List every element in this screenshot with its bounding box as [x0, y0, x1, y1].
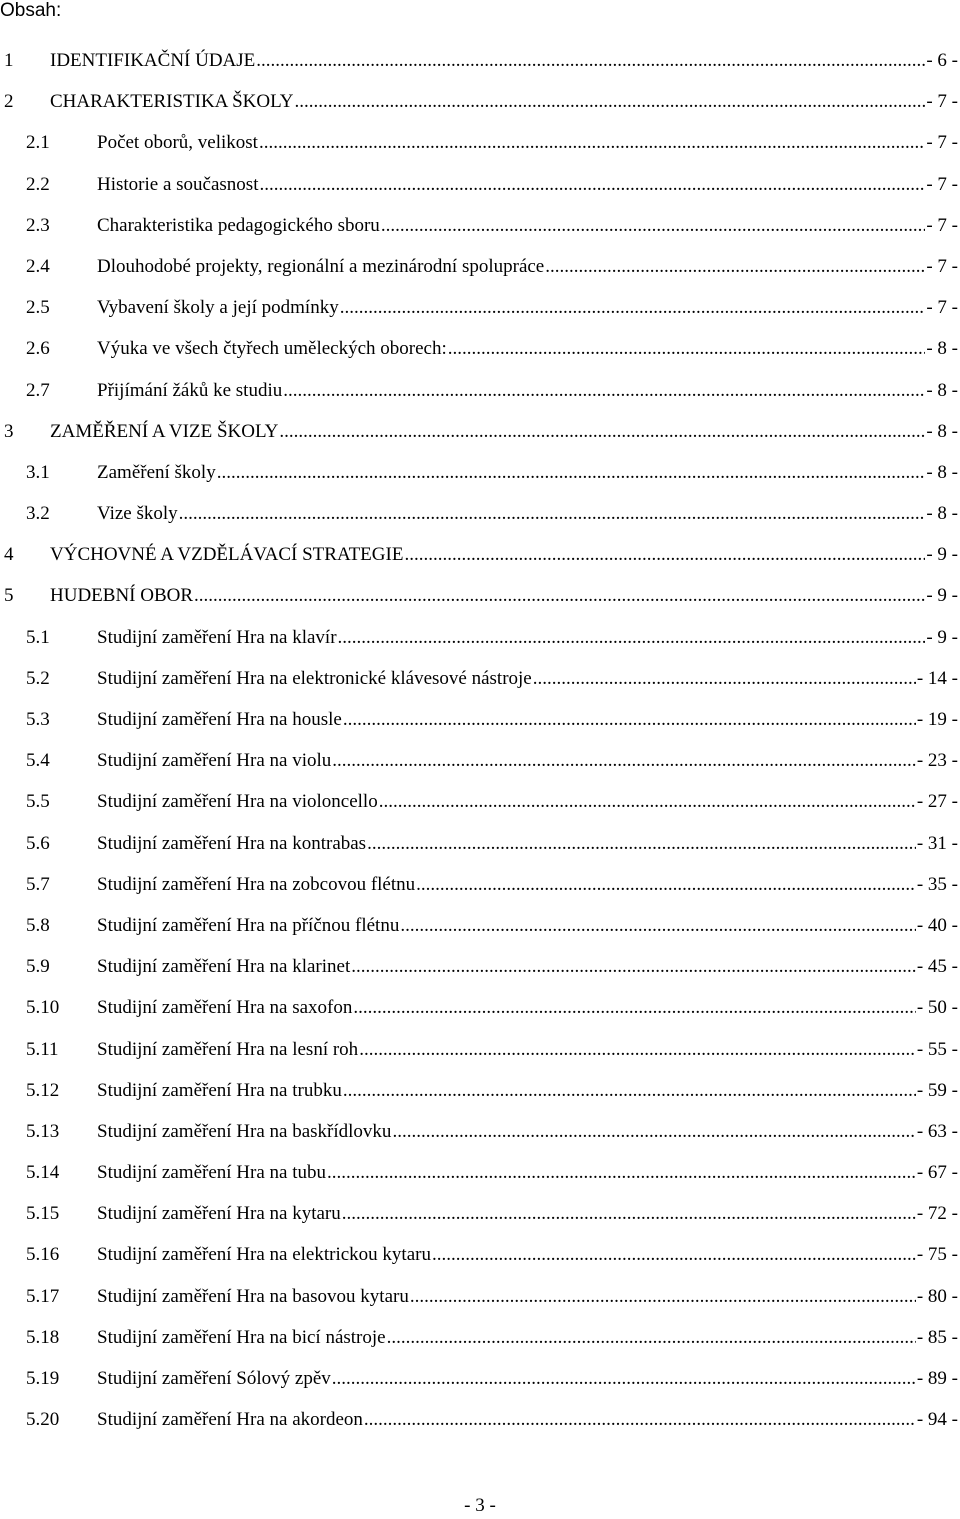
toc-dot-leader	[338, 627, 926, 649]
toc-dot-leader	[545, 256, 925, 278]
toc-entry-number: 5.11	[26, 1038, 59, 1060]
toc-entry[interactable]	[0, 743, 960, 784]
toc-dot-leader	[342, 1203, 916, 1225]
toc-entry-number: 5.18	[26, 1326, 60, 1348]
toc-entry-page: - 7 -	[926, 255, 958, 277]
toc-entry-page: - 67 -	[916, 1162, 958, 1184]
toc-entry-page: - 85 -	[916, 1326, 958, 1348]
toc-entry-page: - 35 -	[916, 873, 958, 895]
toc-dot-leader	[367, 833, 916, 855]
toc-entry-page: - 89 -	[916, 1368, 958, 1389]
toc-entry-number: 3.2	[26, 503, 50, 525]
toc-dot-leader	[381, 215, 926, 237]
toc-entry[interactable]	[0, 702, 960, 743]
toc-entry-title: Studijní zaměření Hra na elektronické klávesové nástroje	[97, 667, 532, 689]
toc-entry-page: - 80 -	[916, 1285, 958, 1307]
toc-entry-page: - 50 -	[916, 997, 958, 1019]
toc-entry-title: Studijní zaměření Sólový zpěv	[97, 1368, 331, 1389]
toc-dot-leader	[295, 91, 926, 113]
toc-entry-number: 5.12	[26, 1079, 60, 1101]
toc-entry[interactable]	[0, 1114, 960, 1155]
toc-entry-title: Zaměření školy	[97, 461, 216, 483]
toc-entry-title: Studijní zaměření Hra na klarinet	[97, 956, 351, 978]
toc-entry-title: ZAMĚŘENÍ A VIZE ŠKOLY	[50, 420, 279, 442]
toc-entry-page: - 9 -	[926, 585, 958, 607]
toc-entry-page: - 7 -	[926, 91, 958, 113]
toc-entry-number: 5.5	[26, 791, 50, 813]
toc-entry-page: - 59 -	[916, 1079, 958, 1101]
toc-entry-page: - 6 -	[926, 50, 958, 71]
toc-entry-title: Studijní zaměření Hra na baskřídlovku	[97, 1120, 392, 1142]
toc-entry-page: - 75 -	[916, 1244, 958, 1266]
toc-dot-leader	[400, 915, 916, 937]
toc-entry-page: - 63 -	[916, 1120, 958, 1142]
toc-entry[interactable]	[0, 620, 960, 661]
toc-entry[interactable]	[0, 826, 960, 867]
toc-entry-title: Charakteristika pedagogického sboru	[97, 214, 380, 236]
toc-entry-number: 2.7	[26, 379, 50, 401]
toc-entry-number: 5.14	[26, 1162, 60, 1184]
toc-entry-title: Studijní zaměření Hra na housle	[97, 709, 342, 730]
table-of-contents	[0, 43, 960, 1443]
toc-entry-number: 4	[4, 544, 14, 566]
toc-dot-leader	[364, 1409, 916, 1431]
toc-entry[interactable]	[0, 1237, 960, 1278]
toc-dot-leader	[259, 132, 925, 154]
toc-entry[interactable]	[0, 784, 960, 825]
toc-entry-title: Studijní zaměření Hra na basovou kytaru	[97, 1285, 409, 1307]
toc-entry-page: - 27 -	[916, 791, 958, 813]
toc-entry-title: Historie a současnost	[97, 173, 259, 195]
toc-entry-number: 2.2	[26, 173, 50, 195]
toc-entry[interactable]	[0, 1320, 960, 1361]
toc-dot-leader	[327, 1162, 916, 1184]
toc-entry[interactable]	[0, 249, 960, 290]
toc-entry-page: - 72 -	[916, 1203, 958, 1225]
toc-entry-title: Studijní zaměření Hra na trubku	[97, 1079, 342, 1101]
toc-entry[interactable]	[0, 1279, 960, 1320]
toc-entry-page: - 45 -	[916, 956, 958, 978]
toc-entry[interactable]	[0, 867, 960, 908]
toc-entry-title: Studijní zaměření Hra na kytaru	[97, 1203, 341, 1225]
toc-entry-number: 5.4	[26, 750, 50, 772]
toc-dot-leader	[351, 956, 916, 978]
toc-entry-number: 5.9	[26, 956, 50, 978]
toc-entry[interactable]	[0, 990, 960, 1031]
toc-entry[interactable]	[0, 1402, 960, 1443]
toc-dot-leader	[343, 709, 916, 731]
toc-entry-title: Studijní zaměření Hra na violoncello	[97, 791, 378, 813]
toc-entry[interactable]	[0, 373, 960, 414]
toc-entry-title: Počet oborů, velikost	[97, 132, 258, 154]
toc-entry-number: 5.7	[26, 873, 50, 895]
toc-entry[interactable]	[0, 414, 960, 455]
toc-entry[interactable]	[0, 661, 960, 702]
toc-entry-title: CHARAKTERISTIKA ŠKOLY	[50, 91, 294, 113]
toc-entry-page: - 8 -	[926, 461, 958, 483]
toc-entry[interactable]	[0, 208, 960, 249]
toc-entry-number: 5.19	[26, 1368, 60, 1389]
toc-entry-title: Studijní zaměření Hra na bicí nástroje	[97, 1326, 386, 1348]
toc-entry[interactable]	[0, 1361, 960, 1402]
toc-entry[interactable]	[0, 331, 960, 372]
toc-entry-title: Studijní zaměření Hra na akordeon	[97, 1409, 363, 1431]
toc-entry[interactable]	[0, 1196, 960, 1237]
toc-entry-number: 5.13	[26, 1120, 60, 1142]
toc-dot-leader	[340, 297, 926, 319]
toc-entry[interactable]	[0, 1073, 960, 1114]
toc-entry[interactable]	[0, 949, 960, 990]
toc-dot-leader	[194, 585, 925, 607]
toc-entry-number: 5.10	[26, 997, 60, 1019]
toc-entry-title: Studijní zaměření Hra na elektrickou kytaru	[97, 1244, 431, 1266]
toc-dot-leader	[448, 338, 926, 360]
toc-entry-page: - 7 -	[926, 297, 958, 319]
toc-entry-page: - 40 -	[916, 914, 958, 936]
toc-entry-number: 2	[4, 91, 14, 113]
toc-entry-number: 5.3	[26, 709, 50, 730]
toc-entry-number: 2.5	[26, 297, 50, 319]
toc-entry-title: Výuka ve všech čtyřech uměleckých oborech:	[97, 338, 447, 360]
toc-entry[interactable]	[0, 908, 960, 949]
toc-dot-leader	[256, 50, 925, 72]
toc-dot-leader	[179, 503, 926, 525]
toc-entry[interactable]	[0, 496, 960, 537]
toc-entry-number: 5.6	[26, 832, 50, 854]
toc-entry-number: 1	[4, 50, 14, 71]
toc-entry[interactable]	[0, 167, 960, 208]
toc-entry-page: - 14 -	[916, 667, 958, 689]
toc-entry-title: VÝCHOVNÉ A VZDĚLÁVACÍ STRATEGIE	[50, 544, 404, 566]
toc-dot-leader	[343, 1080, 916, 1102]
toc-entry-number: 3	[4, 420, 14, 442]
toc-entry-title: IDENTIFIKAČNÍ ÚDAJE	[50, 50, 256, 71]
toc-heading: Obsah:	[0, 0, 62, 21]
toc-entry-page: - 8 -	[926, 338, 958, 360]
toc-entry-title: HUDEBNÍ OBOR	[50, 585, 194, 607]
toc-entry-page: - 7 -	[926, 214, 958, 236]
toc-entry-number: 5.15	[26, 1203, 60, 1225]
toc-dot-leader	[404, 544, 925, 566]
toc-entry-page: - 55 -	[916, 1038, 958, 1060]
toc-dot-leader	[279, 421, 925, 443]
toc-entry-number: 5.16	[26, 1244, 60, 1266]
toc-entry-title: Studijní zaměření Hra na kontrabas	[97, 832, 367, 854]
toc-entry[interactable]	[0, 84, 960, 125]
toc-dot-leader	[416, 874, 916, 896]
toc-entry-title: Studijní zaměření Hra na klavír	[97, 626, 337, 648]
toc-entry-title: Studijní zaměření Hra na lesní roh	[97, 1038, 359, 1060]
toc-entry[interactable]	[0, 455, 960, 496]
toc-entry[interactable]	[0, 1032, 960, 1073]
toc-entry[interactable]	[0, 290, 960, 331]
toc-entry-title: Přijímání žáků ke studiu	[97, 379, 283, 401]
toc-entry-title: Studijní zaměření Hra na tubu	[97, 1162, 326, 1184]
toc-entry-page: - 31 -	[916, 832, 958, 854]
toc-entry-title: Studijní zaměření Hra na příčnou flétnu	[97, 914, 400, 936]
toc-entry-title: Studijní zaměření Hra na saxofon	[97, 997, 353, 1019]
toc-entry-title: Vize školy	[97, 503, 178, 525]
toc-entry-page: - 8 -	[926, 420, 958, 442]
toc-entry-page: - 9 -	[926, 626, 958, 648]
toc-dot-leader	[533, 668, 916, 690]
toc-entry-number: 2.6	[26, 338, 50, 360]
toc-dot-leader	[432, 1244, 916, 1266]
toc-entry-number: 2.4	[26, 255, 50, 277]
toc-entry-page: - 8 -	[926, 379, 958, 401]
toc-entry[interactable]	[0, 537, 960, 578]
toc-dot-leader	[332, 1368, 916, 1390]
toc-entry[interactable]	[0, 1155, 960, 1196]
toc-entry-page: - 7 -	[926, 173, 958, 195]
toc-entry[interactable]	[0, 43, 960, 84]
page-number: - 3 -	[464, 1495, 496, 1516]
toc-entry-title: Studijní zaměření Hra na zobcovou flétnu	[97, 873, 416, 895]
toc-dot-leader	[410, 1286, 916, 1308]
toc-entry-title: Studijní zaměření Hra na violu	[97, 750, 332, 772]
toc-dot-leader	[259, 174, 925, 196]
toc-entry-number: 2.3	[26, 214, 50, 236]
toc-entry-title: Vybavení školy a její podmínky	[97, 297, 339, 319]
toc-dot-leader	[217, 462, 926, 484]
toc-entry-page: - 8 -	[926, 503, 958, 525]
toc-entry-number: 2.1	[26, 132, 50, 154]
toc-entry-number: 5.2	[26, 667, 50, 689]
toc-dot-leader	[379, 791, 916, 813]
toc-entry-number: 5	[4, 585, 14, 607]
toc-entry-title: Dlouhodobé projekty, regionální a mezinárodní spolupráce	[97, 255, 545, 277]
toc-entry[interactable]	[0, 125, 960, 166]
toc-entry-number: 5.20	[26, 1409, 60, 1431]
toc-entry-page: - 9 -	[926, 544, 958, 566]
toc-entry-page: - 7 -	[926, 132, 958, 154]
toc-entry-page: - 19 -	[916, 709, 958, 730]
toc-entry-number: 5.8	[26, 914, 50, 936]
toc-dot-leader	[359, 1039, 916, 1061]
toc-entry-number: 5.17	[26, 1285, 60, 1307]
toc-entry-page: - 94 -	[916, 1409, 958, 1431]
toc-dot-leader	[283, 380, 925, 402]
toc-entry[interactable]	[0, 578, 960, 619]
toc-dot-leader	[353, 997, 915, 1019]
toc-entry-number: 5.1	[26, 626, 50, 648]
toc-dot-leader	[392, 1121, 915, 1143]
toc-entry-number: 3.1	[26, 461, 50, 483]
toc-dot-leader	[387, 1327, 916, 1349]
toc-entry-page: - 23 -	[916, 750, 958, 772]
toc-dot-leader	[332, 750, 916, 772]
